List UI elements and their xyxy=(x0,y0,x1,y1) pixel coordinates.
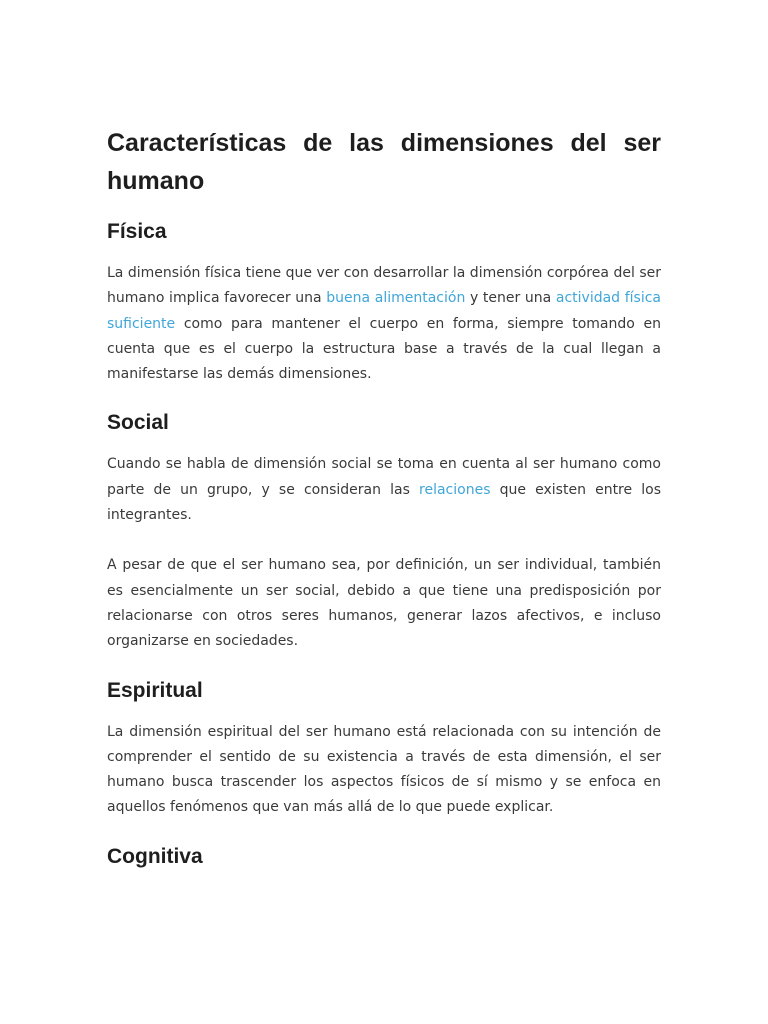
section-cognitiva xyxy=(107,843,661,871)
paragraph-text: como para mantener el cuerpo en forma, siempre tomando en cuenta que es el cuerpo la estructura base a través de la cual llegan a manifestarse las demás dimensiones. xyxy=(107,315,661,383)
paragraph-text: La dimensión física tiene que ver con desarrollar la dimensión corpórea del ser humano implica favorecer una xyxy=(107,265,661,307)
section-heading-fisica: Física xyxy=(107,220,167,243)
article xyxy=(107,124,661,893)
section-heading-social: Social xyxy=(107,411,169,435)
paragraph-social-1 xyxy=(107,452,661,528)
section-fisica xyxy=(107,218,661,387)
section-social xyxy=(107,409,661,654)
section-heading-espiritual: Espiritual xyxy=(107,678,203,702)
link-relaciones[interactable]: relaciones xyxy=(419,481,491,498)
link-buena-alimentacion[interactable]: buena alimentación xyxy=(326,290,466,307)
section-espiritual xyxy=(107,677,661,821)
link-actividad-fisica[interactable]: actividad física suficiente xyxy=(107,290,661,332)
paragraph-text: que existen entre los integrantes. xyxy=(107,481,661,524)
paragraph-espiritual: La dimensión espiritual del ser humano está relacionada con su intención de comprender el sentido de su existencia a través de esta dimensión, el ser humano busca trascender los aspectos físicos de sí mismo y se enfoca en aquellos fenómenos que van más allá de lo que puede explicar. xyxy=(107,723,661,816)
paragraph-social-2: A pesar de que el ser humano sea, por definición, un ser individual, también es esencialmente un ser social, debido a que tiene una predisposición por relacionarse con otros seres humanos, generar lazos afectivos, e incluso organizarse en sociedades. xyxy=(107,557,661,650)
page-title: Características de las dimensiones del ser humano xyxy=(107,129,661,195)
paragraph-fisica xyxy=(107,261,661,387)
section-heading-cognitiva: Cognitiva xyxy=(107,844,203,868)
paragraph-text: y tener una xyxy=(465,290,556,307)
paragraph-text: Cuando se habla de dimensión social se toma en cuenta al ser humano como parte de un grupo, y se consideran las xyxy=(107,456,661,498)
